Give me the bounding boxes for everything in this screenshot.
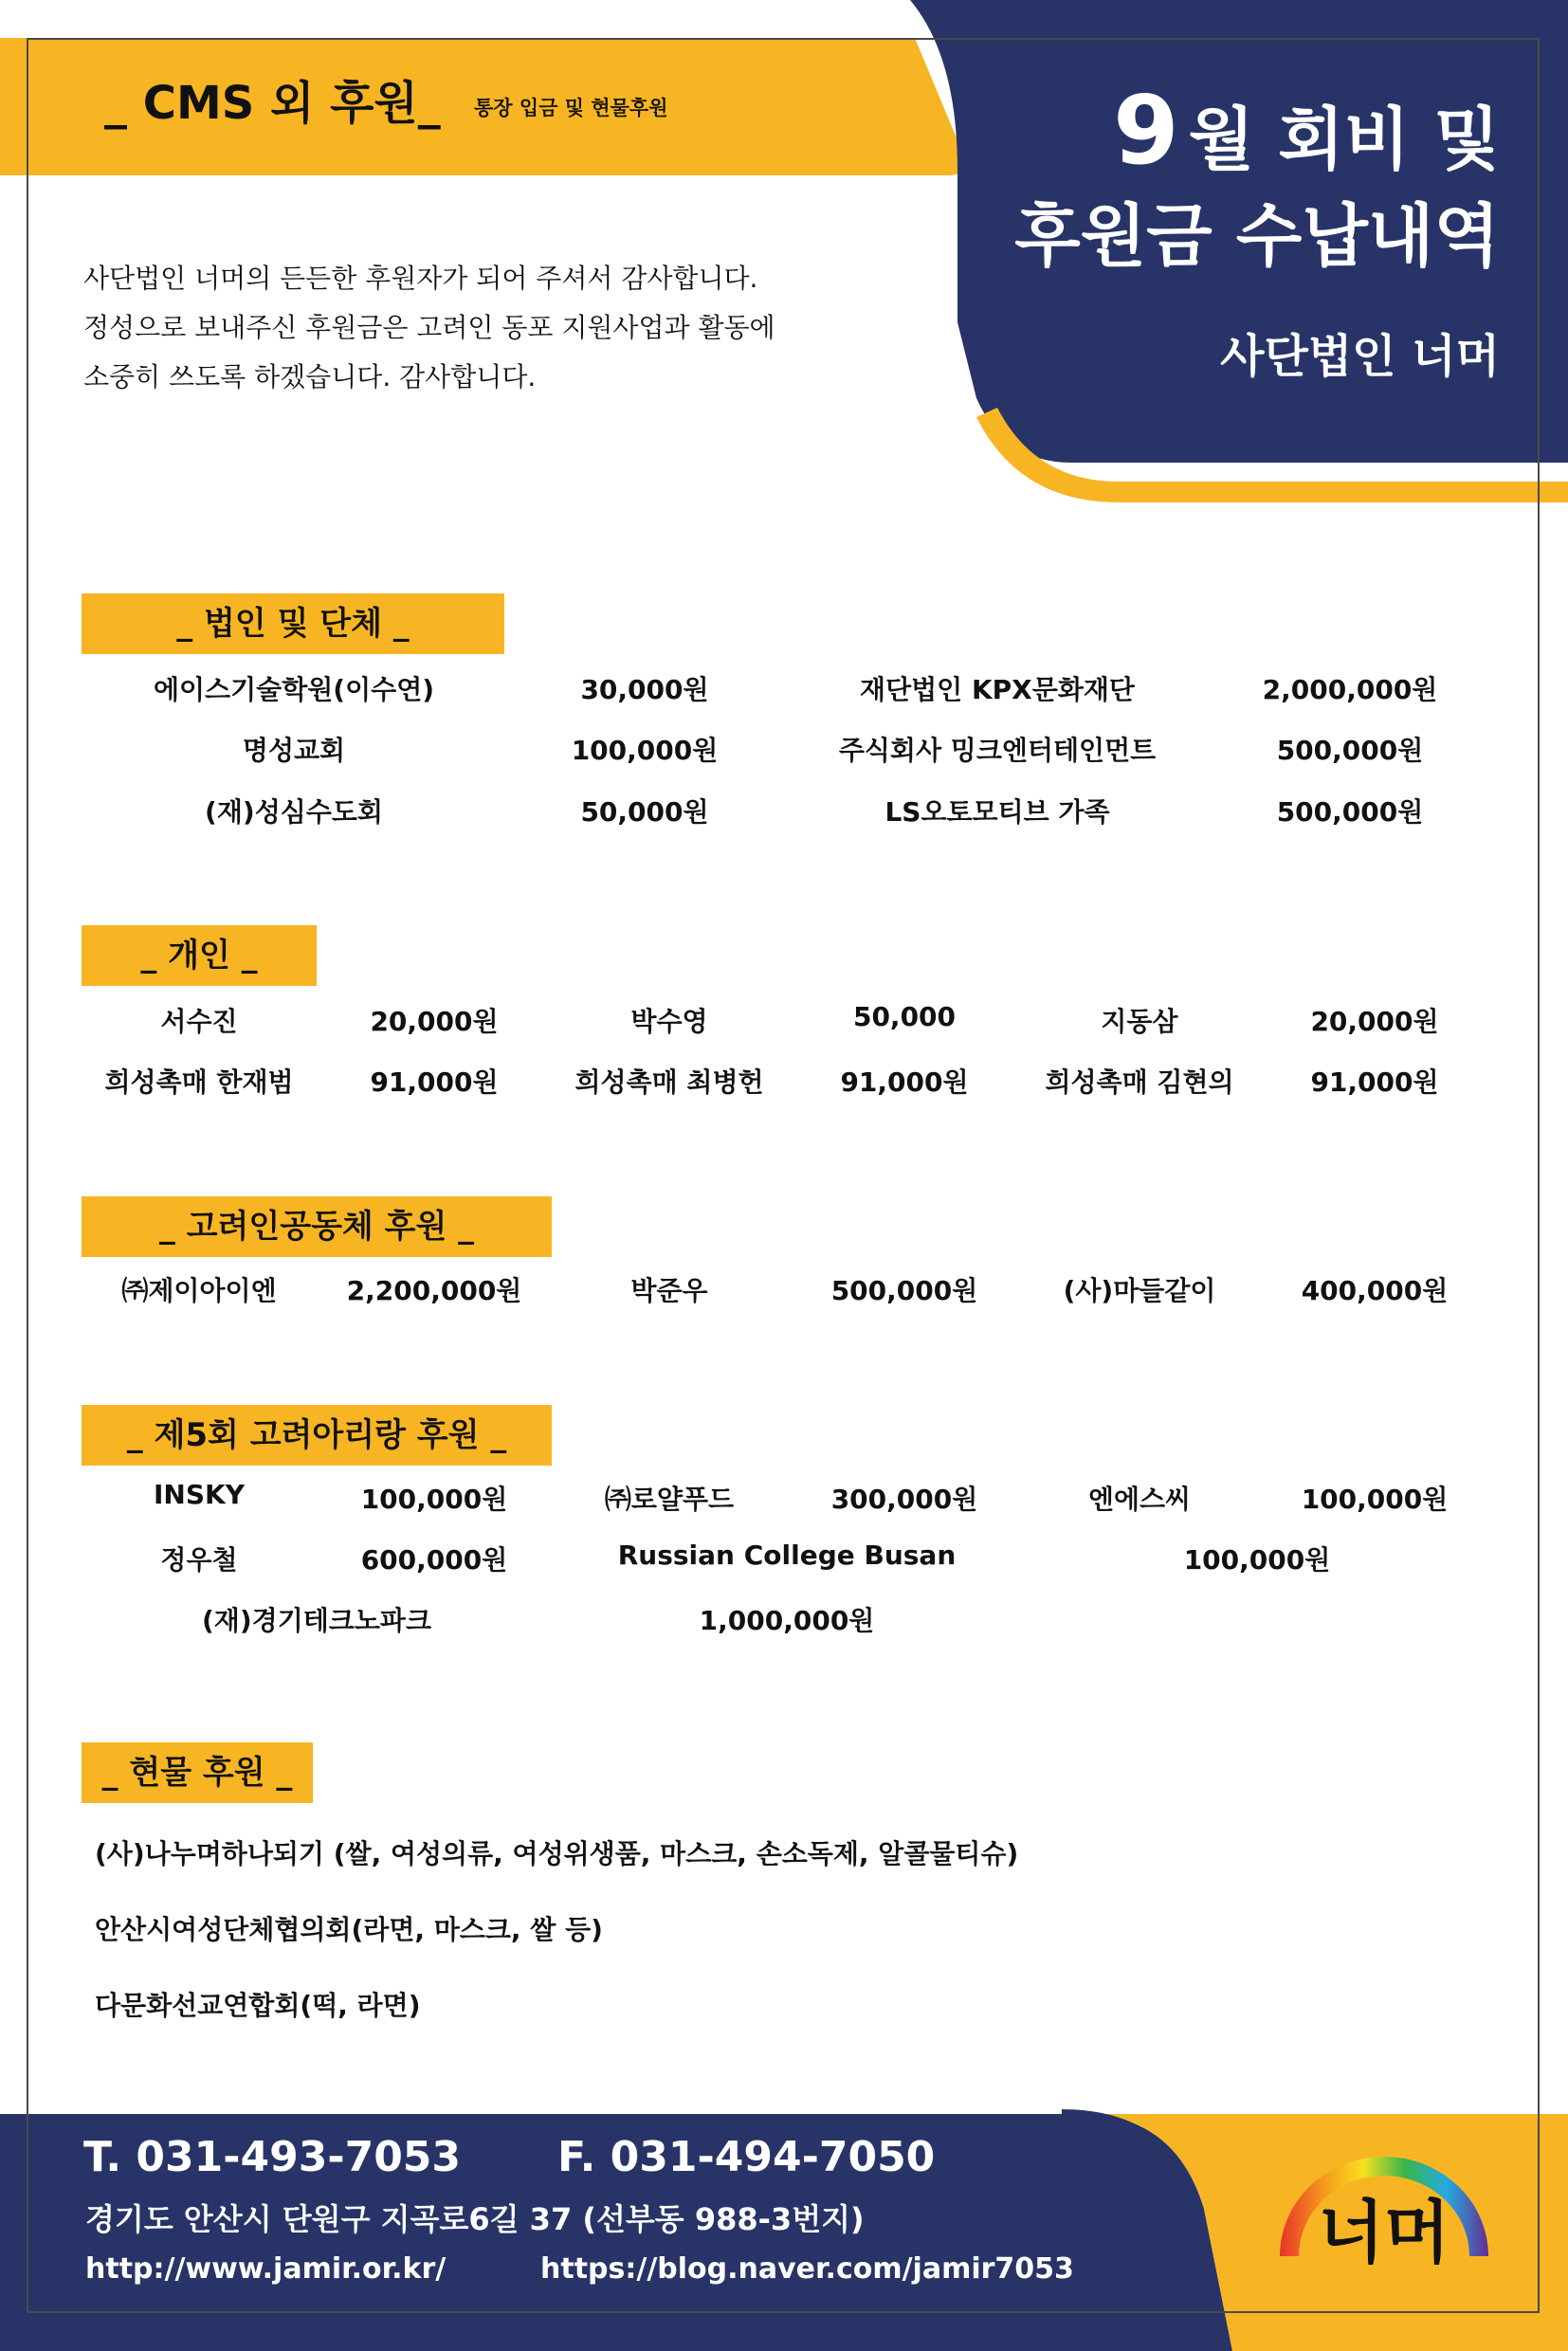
donor-name: (재)성심수도회 [205, 796, 383, 828]
donor-name: 엔에스씨 [1087, 1484, 1192, 1515]
title-line1: 월 회비 및 [1188, 100, 1500, 179]
donor-name: 박수영 [630, 1006, 708, 1037]
donor-amount: 30,000원 [580, 674, 709, 705]
donor-name: 박준우 [630, 1275, 708, 1306]
donor-name: 에이스기술학원(이수연) [153, 674, 435, 705]
donor-amount: 2,000,000원 [1262, 674, 1438, 705]
title-line2: 후원금 수납내역 [1014, 196, 1500, 276]
donor-amount: 91,000원 [840, 1066, 969, 1098]
intro-line: 정성으로 보내주신 후원금은 고려인 동포 지원사업과 활동에 [83, 312, 775, 343]
donor-amount: 100,000원 [360, 1484, 508, 1515]
section-tab-inkind: _ 현물 후원 _ [82, 1742, 313, 1803]
donor-name: 희성촉매 최병헌 [574, 1066, 764, 1098]
logo-text: 너머 [1318, 2193, 1450, 2272]
donor-amount: 91,000원 [1310, 1066, 1439, 1098]
section-tab-community: _ 고려인공동체 후원 _ [82, 1196, 552, 1257]
donor-name: 희성촉매 한재범 [104, 1066, 294, 1098]
donor-name: INSKY [154, 1479, 245, 1510]
footer-fax: F. 031-494-7050 [557, 2133, 936, 2181]
donor-amount: 2,200,000원 [346, 1275, 522, 1306]
list-item: 다문화선교연합회(떡, 라면) [95, 1990, 421, 2021]
donor-name: 서수진 [160, 1006, 238, 1037]
title-org: 사단법인 너머 [1220, 330, 1500, 383]
donor-name: 재단법인 KPX문화재단 [860, 674, 1135, 705]
donor-amount: 20,000원 [1310, 1006, 1439, 1037]
title-month: 9 [1113, 75, 1179, 186]
donor-name: 지동삼 [1101, 1006, 1178, 1037]
footer-address: 경기도 안산시 단원구 지곡로6길 37 (선부동 988-3번지) [85, 2201, 865, 2237]
donor-name: Russian College Busan [617, 1540, 957, 1571]
donor-amount: 300,000원 [830, 1484, 978, 1515]
footer-tel: T. 031-493-7053 [83, 2133, 462, 2181]
donor-amount: 500,000원 [1276, 735, 1424, 766]
donor-amount: 20,000원 [370, 1006, 499, 1037]
donor-amount: 100,000원 [1301, 1484, 1449, 1515]
donor-name: LS오토모티브 가족 [884, 796, 1110, 828]
donor-name: ㈜제이아이엔 [121, 1275, 277, 1306]
donor-amount: 600,000원 [360, 1544, 508, 1576]
donor-amount: 500,000원 [830, 1275, 978, 1306]
donor-amount: 91,000원 [370, 1066, 499, 1098]
header-title: _ CMS 외 후원_ [104, 77, 441, 130]
donor-amount: 500,000원 [1276, 796, 1424, 828]
donor-name: ㈜로얄푸드 [604, 1484, 735, 1515]
intro-text [83, 254, 899, 402]
header-subtitle: 통장 입금 및 현물후원 [474, 97, 668, 119]
intro-line: 소중히 쓰도록 하겠습니다. 감사합니다. [83, 361, 537, 392]
title-block [1014, 75, 1500, 385]
donor-amount: 100,000원 [1183, 1544, 1331, 1576]
donor-name: 정우철 [160, 1544, 238, 1576]
donor-name: 주식회사 밍크엔터테인먼트 [838, 735, 1157, 766]
list-item: (사)나누며하나되기 (쌀, 여성의류, 여성위생품, 마스크, 손소독제, 알콜물티슈) [95, 1838, 1019, 1869]
donor-name: (사)마들같이 [1063, 1275, 1216, 1306]
section-tab-arirang: _ 제5회 고려아리랑 후원 _ [82, 1405, 552, 1466]
donor-name: 명성교회 [242, 735, 346, 766]
donor-amount: 400,000원 [1301, 1275, 1449, 1306]
nuhmo-logo [1261, 2133, 1507, 2285]
footer-blog-link[interactable]: https://blog.naver.com/jamir7053 [540, 2252, 1074, 2286]
intro-line: 사단법인 너머의 든든한 후원자가 되어 주셔서 감사합니다. [83, 263, 758, 294]
donor-amount: 50,000 [852, 1001, 957, 1032]
donor-name: (재)경기테크노파크 [202, 1605, 431, 1636]
donor-amount: 50,000원 [580, 796, 709, 828]
footer-website-link[interactable]: http://www.jamir.or.kr/ [85, 2252, 447, 2286]
section-tab-individual: _ 개인 _ [82, 925, 317, 986]
section-tab-corp: _ 법인 및 단체 _ [82, 593, 504, 654]
donor-amount: 1,000,000원 [699, 1605, 875, 1636]
donor-amount: 100,000원 [571, 735, 719, 766]
list-item: 안산시여성단체협의회(라면, 마스크, 쌀 등) [95, 1914, 603, 1945]
donor-name: 희성촉매 김현의 [1045, 1066, 1234, 1098]
